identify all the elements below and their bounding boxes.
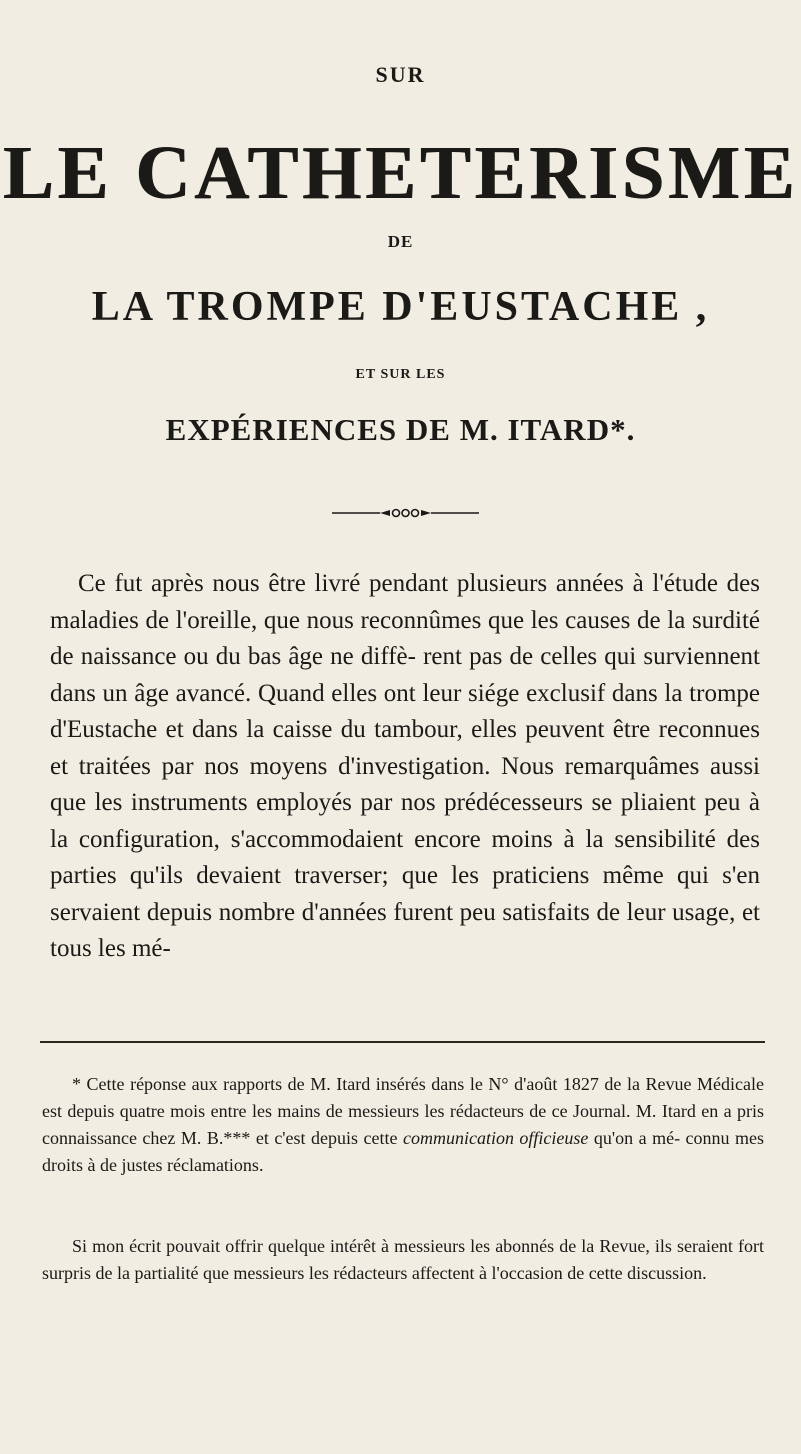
footnote-paragraph-1 (42, 1071, 764, 1179)
footnote-separator (40, 1041, 765, 1043)
heading-sur: SUR (375, 62, 426, 87)
main-paragraph: Ce fut après nous être livré pendant plusieurs années à l'étude des maladies de l'oreille, que nous reconnûmes que les causes de la surdité de naissance ou du bas âge ne diffè- rent pas de celles qui surviennent dans un âge avancé. Quand elles ont leur siége exclusif dans la trompe d'Eustache et dans la caisse du tambour, elles peuvent être reconnues et traitées par nos moyens d'investigation. Nous remarquâmes aussi que les instruments employés par nos prédécesseurs se pliaient peu à la configuration, s'accommodaient encore moins à la sensibilité des parties qu'ils devaient traverser; que les praticiens même qui s'en servaient depuis nombre d'années furent peu satisfaits de leur usage, et tous les mé- (50, 570, 760, 962)
heading-de: DE (387, 232, 414, 251)
footnote-text-start: * Cette réponse aux rapports de M. Itard insérés dans le N° d'août 1827 de la Revue Médicale est depuis quatre mois entre les mains de messieurs les rédacteurs de ce Journal. M. Itard en a pris connaissance chez M. B.*** et c'est depuis cette (42, 1074, 764, 1148)
footnote-text-end: qu'on a mé- connu mes droits à de justes réclamations. (42, 1128, 765, 1175)
heading-et-sur-les: ET SUR LES (355, 367, 446, 382)
title-experiences-itard: EXPÉRIENCES DE M. ITARD*. (165, 412, 636, 447)
footnote-paragraph-2: Si mon écrit pouvait offrir quelque intérêt à messieurs les abonnés de la Revue, ils seraient fort surpris de la partialité que messieurs les rédacteurs affectent à l'occasion de cette discussion. (42, 1236, 764, 1283)
title-catheterisme: LE CATHETERISME (2, 131, 799, 215)
ornamental-divider (332, 507, 479, 519)
title-trompe-eustache: LA TROMPE D'EUSTACHE , (91, 284, 710, 330)
footnote-italic-phrase: communication officieuse (402, 1128, 589, 1148)
